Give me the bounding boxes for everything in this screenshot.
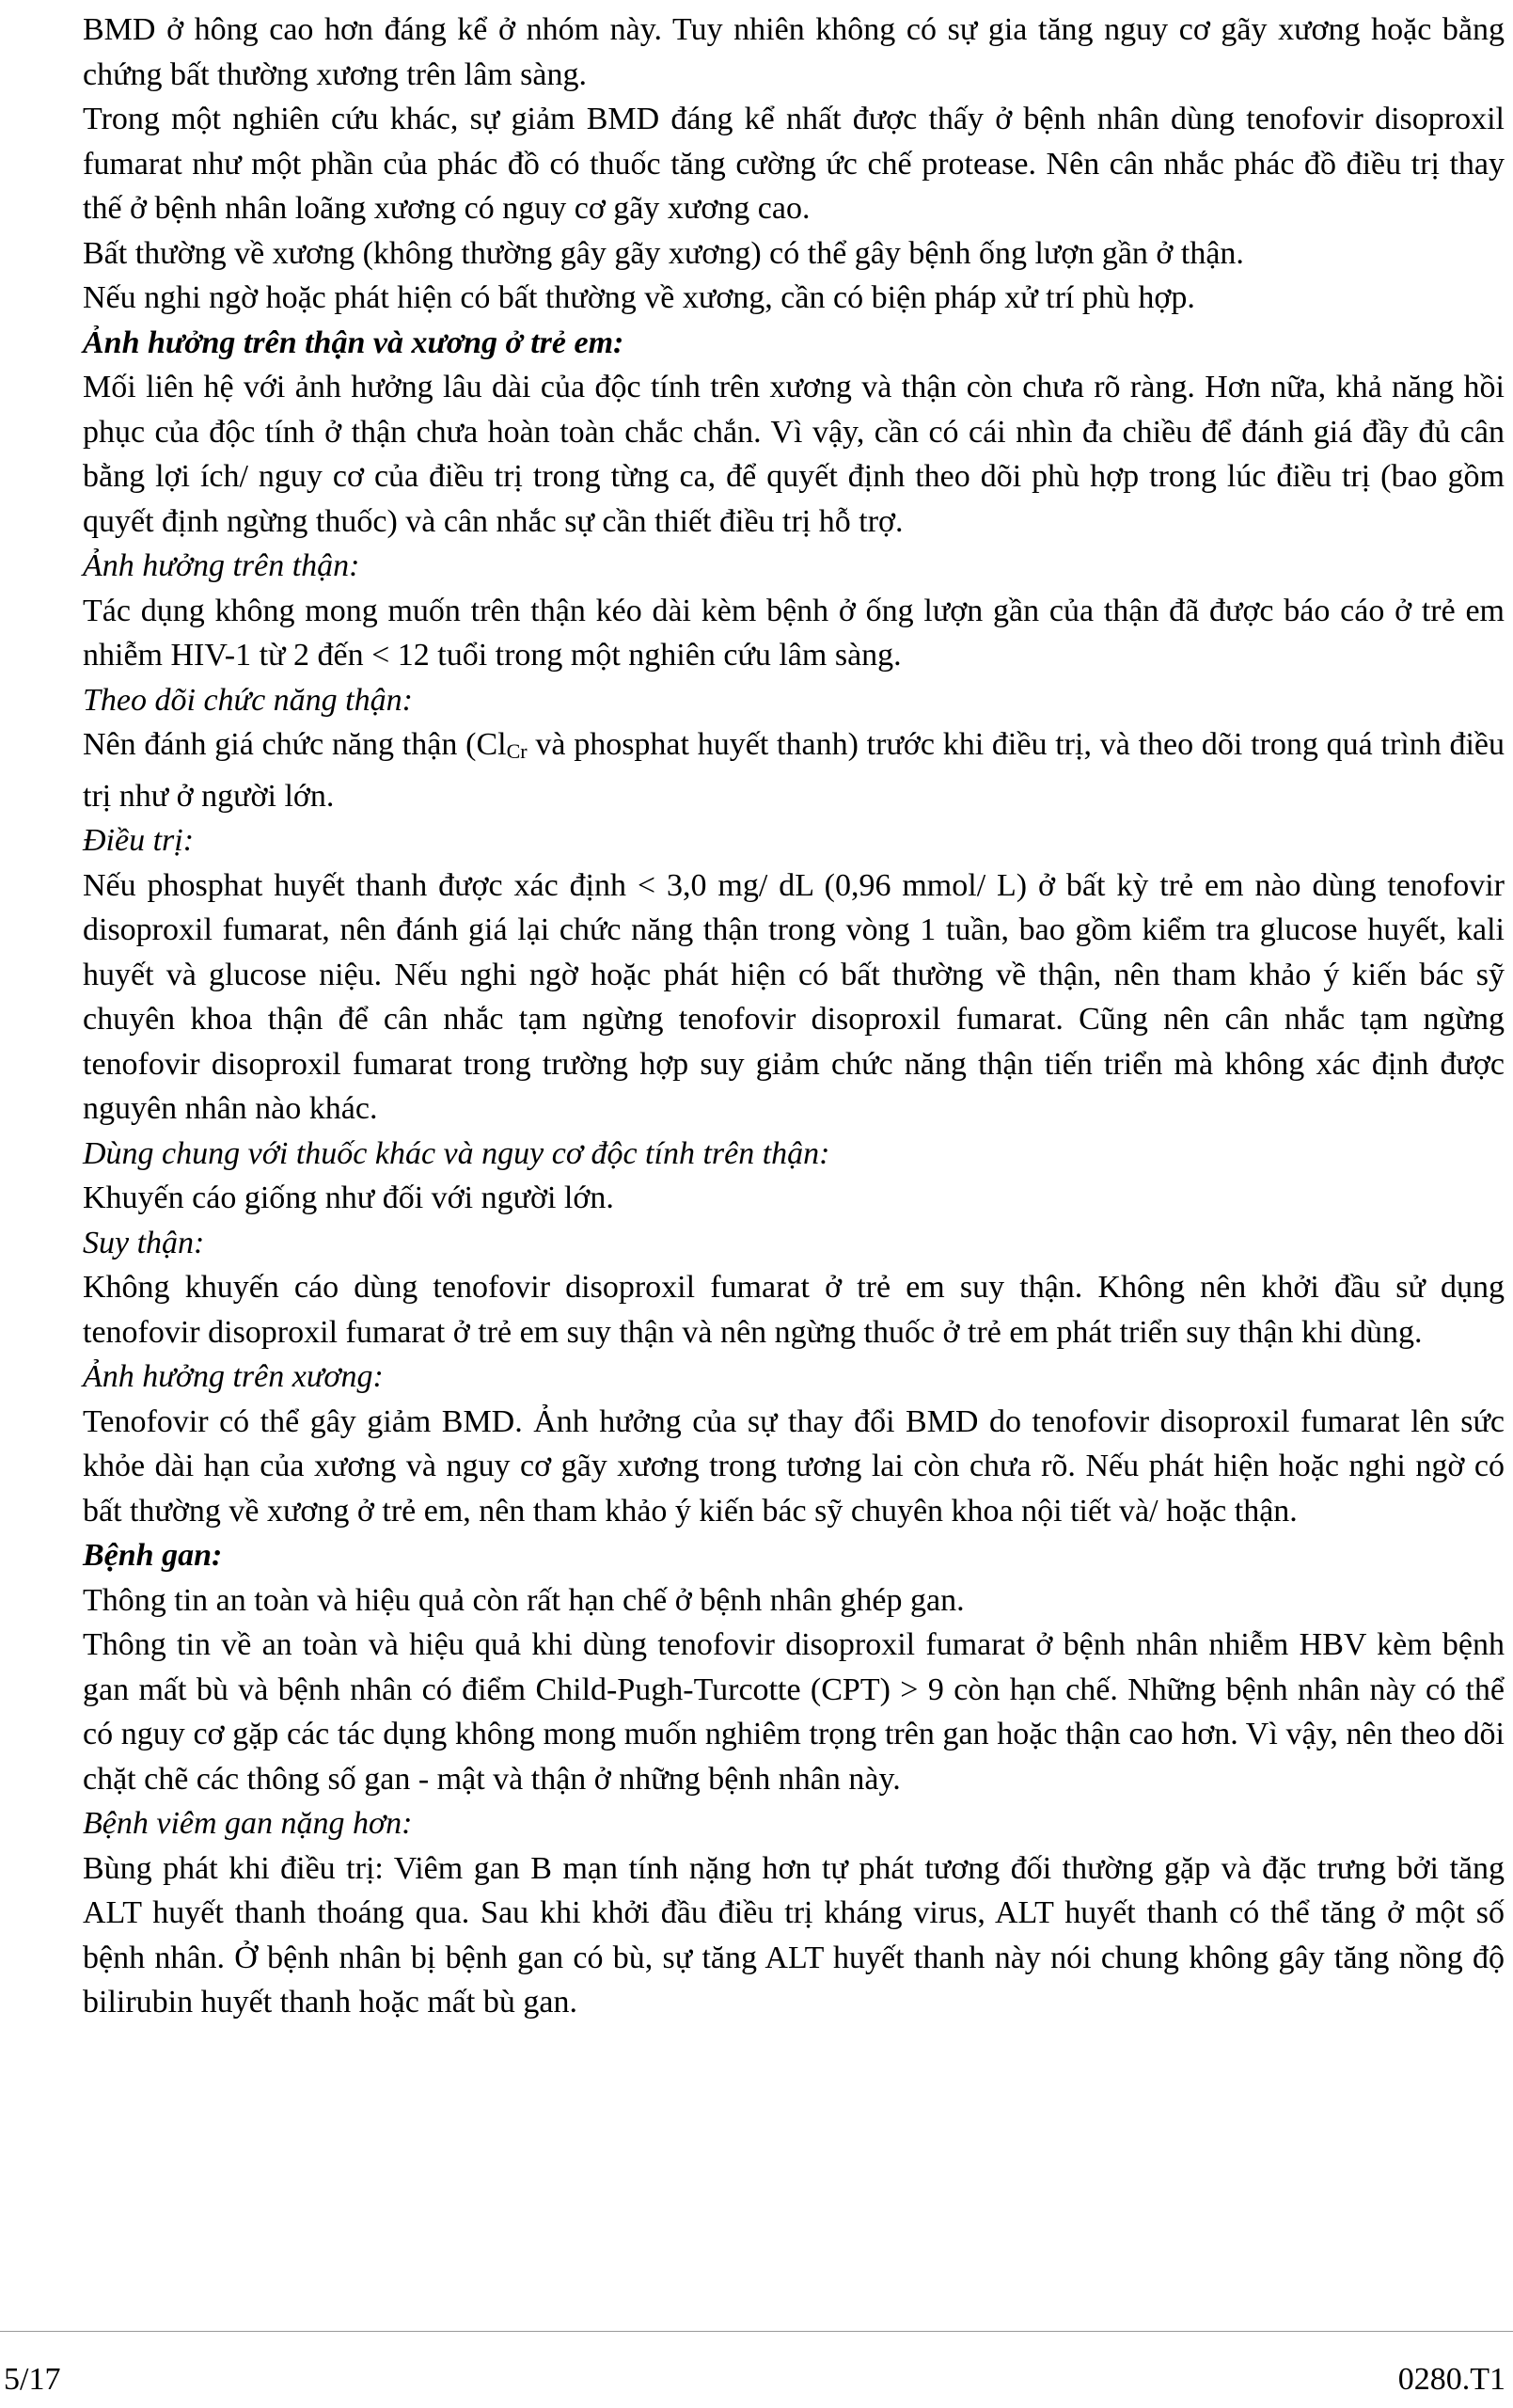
paragraph-bone-management: Nếu nghi ngờ hoặc phát hiện có bất thường về xương, cần có biện pháp xử trí phù hợp.: [83, 280, 1195, 315]
page-number: 5/17: [4, 2362, 61, 2397]
heading-renal-impairment: Suy thận:: [83, 1225, 205, 1260]
heading-coadministration: Dùng chung với thuốc khác và nguy cơ độc tính trên thận:: [83, 1135, 830, 1171]
document-body: [83, 8, 1505, 2025]
heading-bone-effects: Ảnh hưởng trên xương:: [83, 1359, 384, 1394]
paragraph-renal-impairment: Không khuyến cáo dùng tenofovir disoproxil fumarat ở trẻ em suy thận. Không nên khởi đầu sử dụng tenofovir disoproxil fumarat ở trẻ em suy thận và nên ngừng thuốc ở trẻ em phát triển suy thận khi dùng.: [83, 1270, 1505, 1350]
paragraph-flares: Bùng phát khi điều trị: Viêm gan B mạn tính nặng hơn tự phát tương đối thường gặp và đặc trưng bởi tăng ALT huyết thanh thoáng qua. Sau khi khởi đầu điều trị kháng virus, ALT huyết thanh có thể tăng ở một số bệnh nhân. Ở bệnh nhân bị bệnh gan có bù, sự tăng ALT huyết thanh này nói chung không gây tăng nồng độ bilirubin huyết thanh hoặc mất bù gan.: [83, 1850, 1505, 2020]
paragraph-bone-abnormality: Bất thường về xương (không thường gây gãy xương) có thể gây bệnh ống lượn gần ở thận.: [83, 235, 1244, 271]
heading-hepatitis-exacerbation: Bệnh viêm gan nặng hơn:: [83, 1806, 413, 1841]
heading-treatment: Điều trị:: [83, 823, 195, 858]
paragraph-coadministration: Khuyến cáo giống như đối với người lớn.: [83, 1180, 614, 1215]
heading-renal-effects: Ảnh hưởng trên thận:: [83, 548, 360, 583]
paragraph-bmd-hip: BMD ở hông cao hơn đáng kể ở nhóm này. Tuy nhiên không có sự gia tăng nguy cơ gãy xương hoặc bằng chứng bất thường xương trên lâm sàng.: [83, 12, 1505, 92]
heading-renal-monitoring: Theo dõi chức năng thận:: [83, 682, 413, 718]
document-code: 0280.T1: [1397, 2362, 1505, 2397]
paragraph-decompensated-liver: Thông tin về an toàn và hiệu quả khi dùng tenofovir disoproxil fumarat ở bệnh nhân nhiễm HBV kèm bệnh gan mất bù và bệnh nhân có điểm Child-Pugh-Turcotte (CPT) > 9 còn hạn chế. Những bệnh nhân này có thể có nguy cơ gặp các tác dụng không mong muốn nghiêm trọng trên gan hoặc thận cao hơn. Vì vậy, nên theo dõi chặt chẽ các thông số gan - mật và thận ở những bệnh nhân này.: [83, 1627, 1505, 1797]
paragraph-protease-study: Trong một nghiên cứu khác, sự giảm BMD đáng kể nhất được thấy ở bệnh nhân dùng tenofovir disoproxil fumarat như một phần của phác đồ có thuốc tăng cường ức chế protease. Nên cân nhắc phác đồ điều trị thay thế ở bệnh nhân loãng xương có nguy cơ gãy xương cao.: [83, 102, 1505, 226]
heading-renal-bone-children: Ảnh hưởng trên thận và xương ở trẻ em:: [83, 325, 624, 360]
paragraph-liver-transplant: Thông tin an toàn và hiệu quả còn rất hạn chế ở bệnh nhân ghép gan.: [83, 1582, 965, 1618]
paragraph-renal-adverse: Tác dụng không mong muốn trên thận kéo dài kèm bệnh ở ống lượn gần của thận đã được báo cáo ở trẻ em nhiễm HIV-1 từ 2 đến < 12 tuổi trong một nghiên cứu lâm sàng.: [83, 593, 1505, 673]
footer-divider: [0, 2331, 1513, 2332]
paragraph-renal-monitoring: Nên đánh giá chức năng thận ($Cl_{Cr}$ và phosphat huyết thanh) trước khi điều trị, và theo dõi trong quá trình điều trị như ở người lớn.: [83, 727, 1505, 814]
paragraph-long-term-toxicity: Mối liên hệ với ảnh hưởng lâu dài của độc tính trên xương và thận còn chưa rõ ràng. Hơn nữa, khả năng hồi phục của độc tính ở thận chưa hoàn toàn chắc chắn. Vì vậy, cần có cái nhìn đa chiều để đánh giá đầy đủ cân bằng lợi ích/ nguy cơ của điều trị trong từng ca, để quyết định theo dõi phù hợp trong lúc điều trị (bao gồm quyết định ngừng thuốc) và cân nhắc sự cần thiết điều trị hỗ trợ.: [83, 370, 1505, 539]
paragraph-phosphate: Nếu phosphat huyết thanh được xác định < 3,0 mg/ dL (0,96 mmol/ L) ở bất kỳ trẻ em nào dùng tenofovir disoproxil fumarat, nên đánh giá lại chức năng thận trong vòng 1 tuần, bao gồm kiểm tra glucose huyết, kali huyết và glucose niệu. Nếu nghi ngờ hoặc phát hiện có bất thường về thận, nên tham khảo ý kiến bác sỹ chuyên khoa thận để cân nhắc tạm ngừng tenofovir disoproxil fumarat. Cũng nên cân nhắc tạm ngừng tenofovir disoproxil fumarat trong trường hợp suy giảm chức năng thận tiến triển mà không xác định được nguyên nhân nào khác.: [83, 867, 1505, 1126]
heading-liver-disease: Bệnh gan:: [83, 1538, 223, 1573]
clcr-subscript: Cr: [506, 739, 528, 763]
paragraph-bone-effects: Tenofovir có thể gây giảm BMD. Ảnh hưởng của sự thay đổi BMD do tenofovir disoproxil fumarat lên sức khỏe dài hạn của xương và nguy cơ gãy xương trong tương lai còn chưa rõ. Nếu phát hiện hoặc nghi ngờ có bất thường về xương ở trẻ em, nên tham khảo ý kiến bác sỹ chuyên khoa nội tiết và/ hoặc thận.: [83, 1403, 1505, 1529]
